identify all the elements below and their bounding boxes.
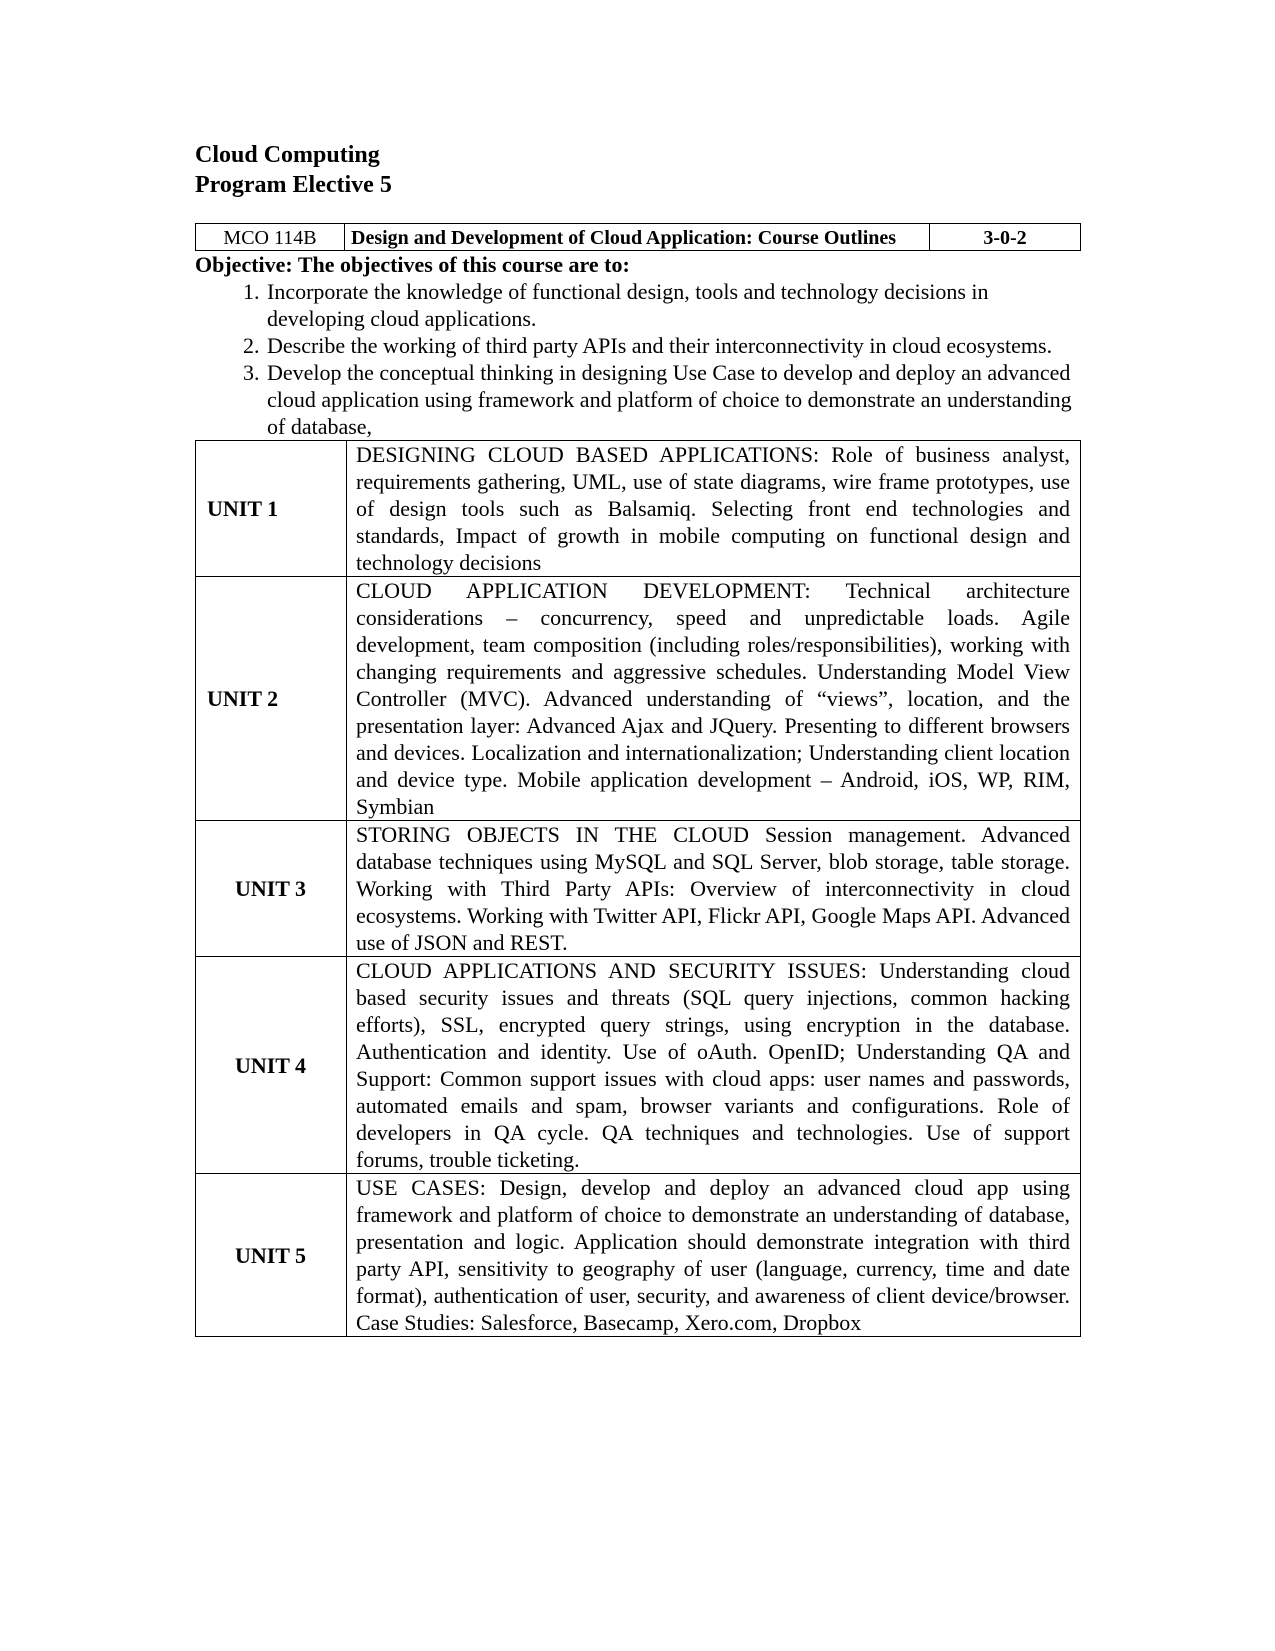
unit-label: UNIT 4 [196, 957, 347, 1174]
unit-content: USE CASES: Design, develop and deploy an advanced cloud app using framework and platform of choice to demonstrate an understanding of database, presentation and logic. Application should demonstrate integration with third party API, sensitivity to geography of user (language, currency, time and date format), authentication of user, security, and awareness of client device/browser. Case Studies: Salesforce, Basecamp, Xero.com, Dropbox [347, 1174, 1081, 1337]
unit-label: UNIT 1 [196, 441, 347, 577]
unit-content: CLOUD APPLICATION DEVELOPMENT: Technical architecture considerations – concurrency, speed and unpredictable loads. Agile development, team composition (including roles/responsibilities), working with changing requirements and aggressive schedules. Understanding Model View Controller (MVC). Advanced understanding of “views”, location, and the presentation layer: Advanced Ajax and JQuery. Presenting to different browsers and devices. Localization and internationalization; Understanding client location and device type. Mobile application development – Android, iOS, WP, RIM, Symbian [347, 577, 1081, 821]
units-table [195, 440, 1081, 1337]
document-subtitle: Program Elective 5 [195, 172, 392, 198]
unit-row [196, 821, 1081, 957]
objectives-heading: Objective: The objectives of this course are to: [195, 252, 630, 277]
unit-row [196, 957, 1081, 1174]
course-header-row [196, 224, 1081, 251]
course-code: MCO 114B [196, 224, 345, 251]
course-title: Design and Development of Cloud Application: Course Outlines [345, 224, 930, 251]
course-header-table [195, 223, 1081, 251]
objective-item: 3. Develop the conceptual thinking in designing Use Case to develop and deploy an advanced cloud application using framework and platform of choice to demonstrate an understanding of database, [265, 359, 1081, 440]
unit-row [196, 441, 1081, 577]
unit-content: STORING OBJECTS IN THE CLOUD Session management. Advanced database techniques using MySQL and SQL Server, blob storage, table storage. Working with Third Party APIs: Overview of interconnectivity in cloud ecosystems. Working with Twitter API, Flickr API, Google Maps API. Advanced use of JSON and REST. [347, 821, 1081, 957]
course-credits: 3-0-2 [930, 224, 1081, 251]
unit-row [196, 577, 1081, 821]
objective-item: 2. Describe the working of third party APIs and their interconnectivity in cloud ecosystems. [265, 332, 1081, 359]
objective-item: 1. Incorporate the knowledge of functional design, tools and technology decisions in developing cloud applications. [265, 278, 1081, 332]
document-page [195, 140, 1081, 1337]
unit-content: DESIGNING CLOUD BASED APPLICATIONS: Role of business analyst, requirements gathering, UML, use of state diagrams, wire frame prototypes, use of design tools such as Balsamiq. Selecting front end technologies and standards, Impact of growth in mobile computing on functional design and technology decisions [347, 441, 1081, 577]
objectives-list [195, 278, 1081, 440]
unit-label: UNIT 2 [196, 577, 347, 821]
unit-label: UNIT 3 [196, 821, 347, 957]
unit-row [196, 1174, 1081, 1337]
unit-label: UNIT 5 [196, 1174, 347, 1337]
unit-content: CLOUD APPLICATIONS AND SECURITY ISSUES: Understanding cloud based security issues and threats (SQL query injections, common hacking efforts), SSL, encrypted query strings, using encryption in the database. Authentication and identity. Use of oAuth. OpenID; Understanding QA and Support: Common support issues with cloud apps: user names and passwords, automated emails and spam, browser variants and configurations. Role of developers in QA cycle. QA techniques and technologies. Use of support forums, trouble ticketing. [347, 957, 1081, 1174]
document-title: Cloud Computing [195, 142, 380, 168]
